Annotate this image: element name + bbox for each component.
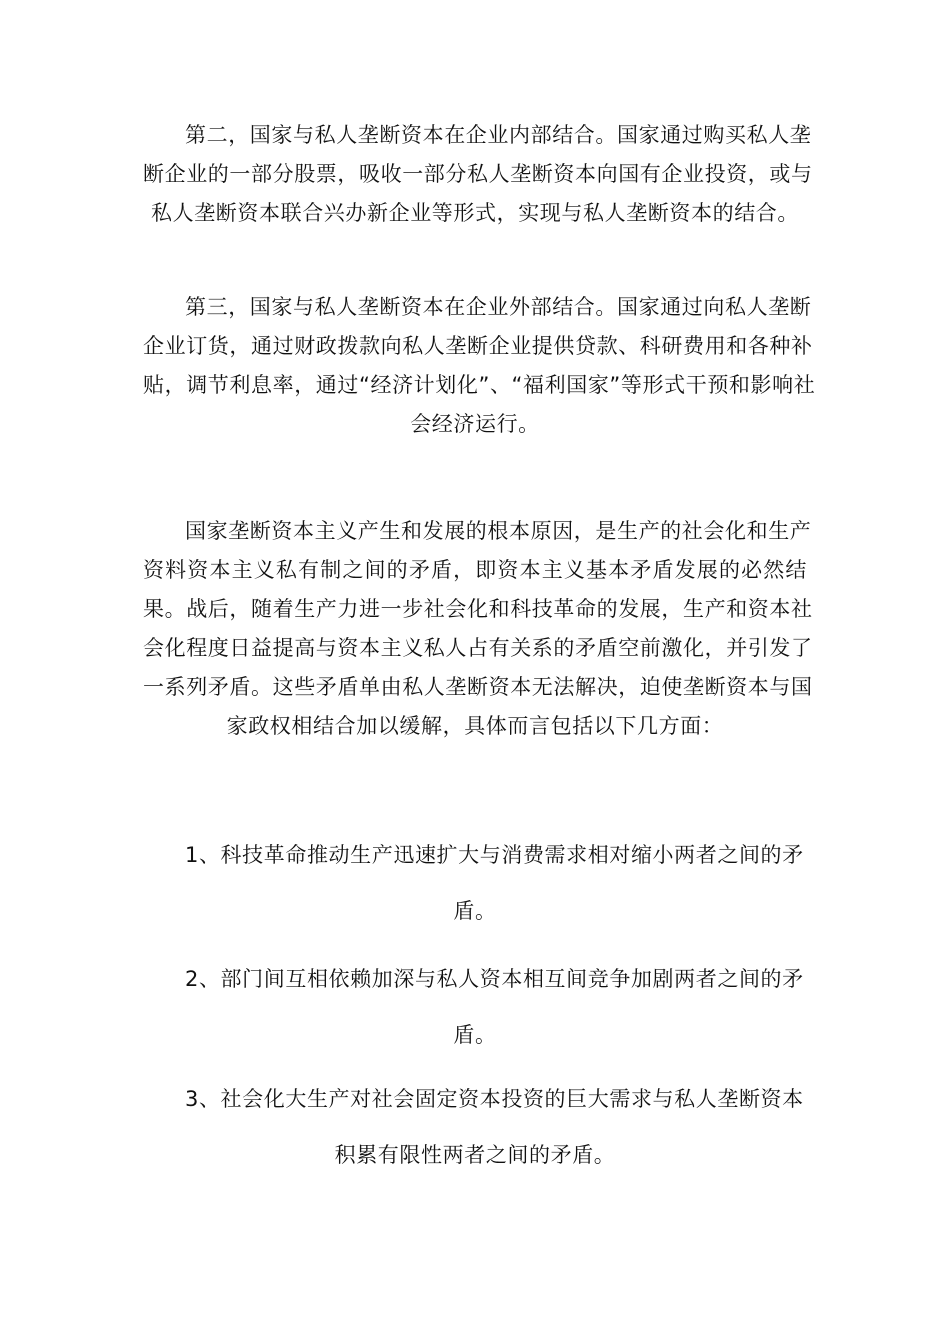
list-item-line: 积累有限性两者之间的矛盾。	[334, 1143, 616, 1167]
list-item	[143, 951, 807, 1063]
paragraph-line: 会经济运行。	[410, 412, 540, 436]
paragraph-second-point	[143, 116, 813, 233]
paragraph-line: 果。战后，随着生产力进一步社会化和科技革命的发展，生产和资本社	[143, 597, 813, 621]
list-item-line: 盾。	[453, 1023, 497, 1047]
paragraph-third-point	[143, 288, 816, 444]
paragraph-line: 会化程度日益提高与资本主义私人占有关系的矛盾空前激化，并引发了	[143, 636, 813, 660]
paragraph-line: 断企业的一部分股票，吸收一部分私人垄断资本向国有企业投资，或与	[143, 162, 813, 186]
list-item-line: 3、社会化大生产对社会固定资本投资的巨大需求与私人垄断资本	[185, 1087, 804, 1111]
list-item	[143, 827, 807, 939]
paragraph-root-cause	[143, 512, 813, 746]
list-item	[143, 1071, 807, 1183]
paragraph-line: 贴，调节利息率，通过“经济计划化”、“福利国家”等形式干预和影响社	[143, 373, 816, 397]
paragraph-line: 第二，国家与私人垄断资本在企业内部结合。国家通过购买私人垄	[185, 123, 812, 147]
paragraph-line: 资料资本主义私有制之间的矛盾，即资本主义基本矛盾发展的必然结	[143, 558, 807, 582]
paragraph-line: 家政权相结合加以缓解，具体而言包括以下几方面：	[226, 714, 724, 738]
paragraph-line: 企业订货，通过财政拨款向私人垄断企业提供贷款、科研费用和各种补	[143, 334, 813, 358]
list-item-line: 1、科技革命推动生产迅速扩大与消费需求相对缩小两者之间的矛	[185, 843, 804, 867]
paragraph-line: 私人垄断资本联合兴办新企业等形式，实现与私人垄断资本的结合。	[151, 201, 799, 225]
list-item-line: 2、部门间互相依赖加深与私人资本相互间竞争加剧两者之间的矛	[185, 967, 804, 991]
paragraph-line: 第三，国家与私人垄断资本在企业外部结合。国家通过向私人垄断	[185, 295, 812, 319]
paragraph-line: 一系列矛盾。这些矛盾单由私人垄断资本无法解决，迫使垄断资本与国	[143, 675, 813, 699]
list-item-line: 盾。	[453, 899, 497, 923]
paragraph-line: 国家垄断资本主义产生和发展的根本原因，是生产的社会化和生产	[185, 519, 812, 543]
